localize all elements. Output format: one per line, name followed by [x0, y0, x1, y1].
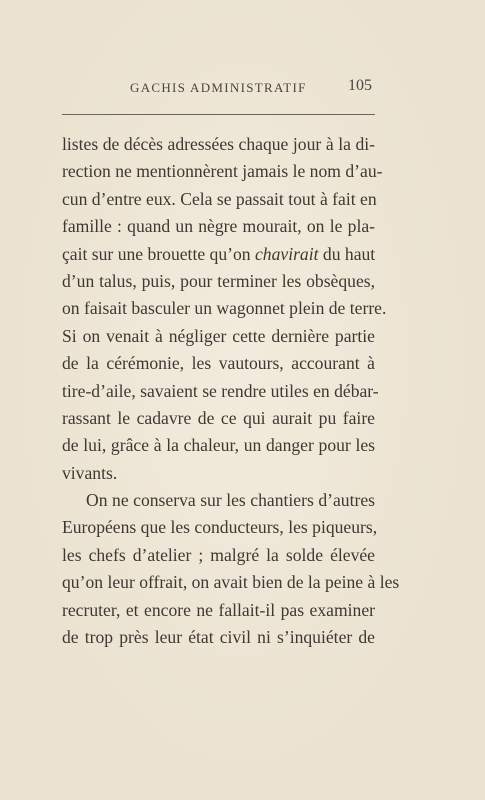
text-line: les chefs d’atelier ; malgré la solde élevée — [62, 544, 375, 565]
text-line: Si on venait à négliger cette dernière partie — [62, 325, 375, 346]
body-text — [62, 131, 400, 651]
header-rule — [62, 114, 375, 115]
text-line: de la cérémonie, les vautours, accourant à — [62, 353, 375, 374]
text-line: de trop près leur état civil ni s’inquiéter de — [62, 627, 375, 648]
text-line: rassant le cadavre de ce qui aurait pu faire — [62, 407, 375, 428]
running-title: GACHIS ADMINISTRATIF — [130, 80, 307, 95]
text-line: tire-d’aile, savaient se rendre utiles en débar- — [62, 380, 379, 401]
page-number: 105 — [348, 77, 372, 94]
page-header — [130, 77, 372, 104]
text-line: listes de décès adressées chaque jour à la di- — [62, 134, 375, 154]
text-line: recruter, et encore ne fallait-il pas examiner — [62, 599, 375, 620]
text-line: Européens que les conducteurs, les piqueurs, — [62, 517, 378, 538]
text-line: rection ne mentionnèrent jamais le nom d’au- — [62, 161, 383, 182]
text-segment: çait sur une brouette qu’on — [62, 243, 255, 264]
text-segment: du haut — [318, 243, 376, 264]
paragraph-start-line: On ne conserva sur les chantiers d’autres — [86, 490, 375, 511]
paragraph-end-line: vivants. — [62, 462, 118, 483]
text-line: on faisait basculer un wagonnet plein de terre. — [62, 298, 387, 319]
italic-word: chavirait — [254, 243, 319, 264]
text-line: cun d’entre eux. Cela se passait tout à fait en — [62, 188, 377, 209]
text-line: qu’on leur offrait, on avait bien de la peine à les — [62, 572, 400, 593]
text-line — [62, 241, 375, 268]
text-line: famille : quand un nègre mourait, on le pla- — [62, 216, 375, 237]
text-line: de lui, grâce à la chaleur, un danger pour les — [62, 435, 375, 456]
text-line: d’un talus, puis, pour terminer les obsèques, — [62, 270, 375, 291]
